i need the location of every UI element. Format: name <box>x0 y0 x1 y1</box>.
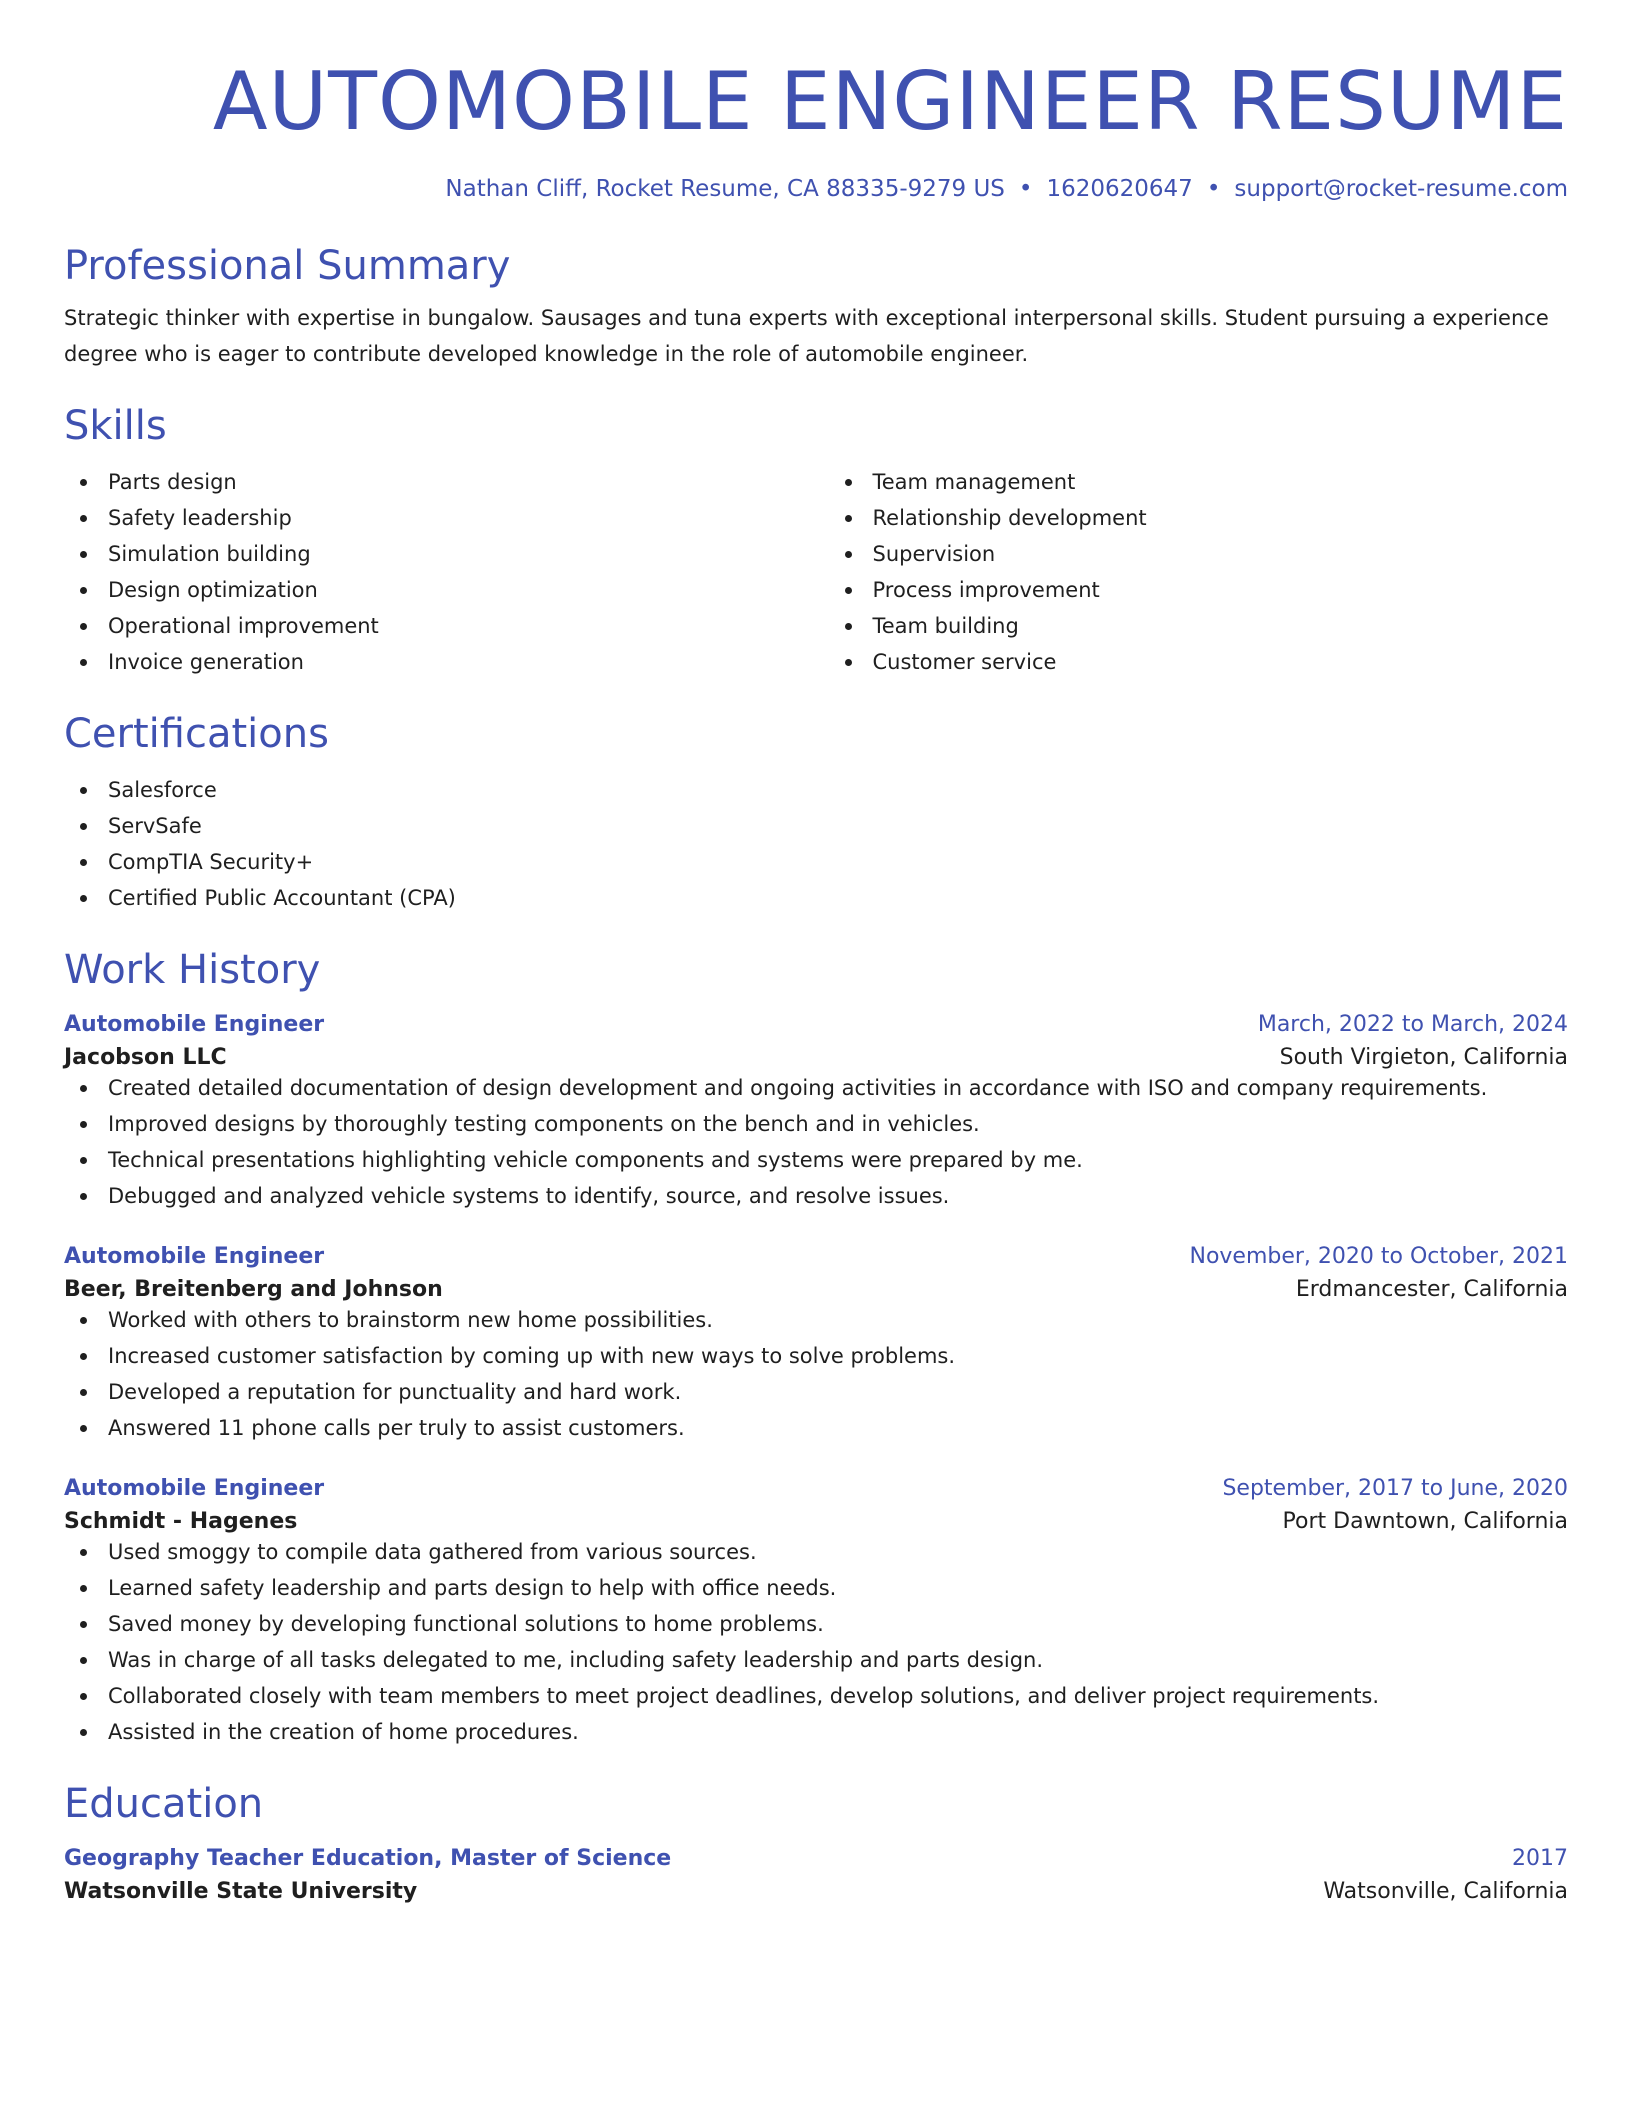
skill-item <box>829 644 1569 680</box>
job-bullet-text: Used smoggy to compile data gathered from various sources. <box>108 1540 757 1564</box>
job-bullet-list <box>64 1070 1568 1214</box>
job-bullet-text: Increased customer satisfaction by coming up with new ways to solve problems. <box>108 1344 956 1368</box>
job-bullet <box>64 1410 1568 1446</box>
bullet-dot <box>80 1729 87 1736</box>
job-title: Automobile Engineer <box>64 1476 325 1501</box>
bullet-dot <box>845 479 852 486</box>
job-bullet-text: Learned safety leadership and parts design to help with office needs. <box>108 1576 837 1600</box>
skills-column-left <box>64 464 804 680</box>
job-location: Erdmancester, California <box>1295 1277 1568 1302</box>
bullet-dot <box>80 1549 87 1556</box>
skill-item <box>829 500 1569 536</box>
job-bullet <box>64 1070 1568 1106</box>
skill-label: Operational improvement <box>108 614 379 638</box>
skill-item <box>64 572 804 608</box>
certification-label: CompTIA Security+ <box>108 850 314 874</box>
education-entry <box>64 1846 1568 1904</box>
skill-label: Relationship development <box>872 506 1147 530</box>
skill-label: Process improvement <box>872 578 1100 602</box>
skill-item <box>64 644 804 680</box>
job-location: Port Dawntown, California <box>1282 1509 1568 1534</box>
education-header-row <box>64 1846 1568 1871</box>
bullet-dot <box>845 659 852 666</box>
job-bullet <box>64 1142 1568 1178</box>
job-dates: March, 2022 to March, 2024 <box>1257 1012 1568 1037</box>
skills-list-right <box>829 464 1569 680</box>
job-bullet-text: Assisted in the creation of home procedures. <box>108 1720 579 1744</box>
certification-label: Certified Public Accountant (CPA) <box>108 886 456 910</box>
education-location: Watsonville, California <box>1323 1879 1568 1904</box>
certification-item <box>64 880 1568 916</box>
job-title: Automobile Engineer <box>64 1012 325 1037</box>
education-degree: Geography Teacher Education, Master of Science <box>64 1846 672 1871</box>
bullet-dot <box>80 895 87 902</box>
bullet-dot <box>80 1389 87 1396</box>
bullet-dot <box>80 823 87 830</box>
job-bullet <box>64 1714 1568 1750</box>
bullet-dot <box>845 587 852 594</box>
job-entry <box>64 1244 1568 1446</box>
summary-section <box>64 242 1568 372</box>
job-bullet <box>64 1534 1568 1570</box>
job-bullet <box>64 1338 1568 1374</box>
resume-title: AUTOMOBILE ENGINEER RESUME <box>212 55 1568 148</box>
bullet-dot <box>80 659 87 666</box>
job-bullet-text: Was in charge of all tasks delegated to me, including safety leadership and parts design. <box>108 1648 1044 1672</box>
bullet-dot <box>80 1317 87 1324</box>
job-dates: November, 2020 to October, 2021 <box>1189 1244 1568 1269</box>
job-bullet-text: Saved money by developing functional solutions to home problems. <box>108 1612 824 1636</box>
job-bullet <box>64 1606 1568 1642</box>
bullet-dot <box>80 623 87 630</box>
job-bullet-text: Technical presentations highlighting vehicle components and systems were prepared by me. <box>108 1148 1083 1172</box>
bullet-dot <box>80 1157 87 1164</box>
education-school: Watsonville State University <box>64 1879 418 1904</box>
education-school-row <box>64 1879 1568 1904</box>
skill-item <box>64 608 804 644</box>
certification-label: Salesforce <box>108 778 217 802</box>
bullet-dot <box>80 479 87 486</box>
job-title: Automobile Engineer <box>64 1244 325 1269</box>
job-bullet <box>64 1106 1568 1142</box>
skill-label: Invoice generation <box>108 650 304 674</box>
bullet-dot <box>80 551 87 558</box>
bullet-dot <box>80 859 87 866</box>
job-bullet-text: Developed a reputation for punctuality and hard work. <box>108 1380 682 1404</box>
skill-item <box>64 500 804 536</box>
skill-item <box>829 608 1569 644</box>
job-bullet-text: Improved designs by thoroughly testing components on the bench and in vehicles. <box>108 1112 980 1136</box>
skills-column-right <box>804 464 1569 680</box>
work-history-heading: Work History <box>64 947 321 993</box>
bullet-dot <box>845 515 852 522</box>
education-heading: Education <box>64 1781 264 1827</box>
skill-label: Design optimization <box>108 578 318 602</box>
bullet-dot <box>80 1585 87 1592</box>
bullet-dot <box>845 623 852 630</box>
contact-phone: 1620620647 <box>1046 176 1193 202</box>
contact-separator: • <box>1018 176 1033 202</box>
job-bullet-text: Created detailed documentation of design development and ongoing activities in accordance with ISO and company requirements. <box>108 1076 1488 1100</box>
job-bullet <box>64 1678 1568 1714</box>
job-entry <box>64 1476 1568 1750</box>
skill-item <box>829 464 1569 500</box>
education-year: 2017 <box>1512 1846 1568 1871</box>
skill-item <box>829 572 1569 608</box>
skill-item <box>829 536 1569 572</box>
certification-item <box>64 844 1568 880</box>
certification-label: ServSafe <box>108 814 202 838</box>
skills-section <box>64 402 1568 680</box>
job-employer: Schmidt - Hagenes <box>64 1509 298 1534</box>
job-employer-row <box>64 1277 1568 1302</box>
bullet-dot <box>80 515 87 522</box>
bullet-dot <box>80 1085 87 1092</box>
job-bullet <box>64 1178 1568 1214</box>
contact-line <box>64 176 1568 202</box>
skills-heading: Skills <box>64 403 167 449</box>
skill-item <box>64 536 804 572</box>
contact-address: Nathan Cliff, Rocket Resume, CA 88335-9279 US <box>445 176 1005 202</box>
certifications-heading: Certifications <box>64 711 329 757</box>
bullet-dot <box>80 1425 87 1432</box>
bullet-dot <box>80 1657 87 1664</box>
job-employer: Beer, Breitenberg and Johnson <box>64 1277 443 1302</box>
job-bullet <box>64 1374 1568 1410</box>
skill-label: Supervision <box>872 542 996 566</box>
job-bullet <box>64 1570 1568 1606</box>
job-entry <box>64 1012 1568 1214</box>
skill-label: Parts design <box>108 470 237 494</box>
skill-label: Simulation building <box>108 542 311 566</box>
skill-label: Team management <box>872 470 1076 494</box>
job-bullet-list <box>64 1302 1568 1446</box>
job-header-row <box>64 1244 1568 1269</box>
contact-email: support@rocket-resume.com <box>1234 176 1568 202</box>
certifications-list <box>64 772 1568 916</box>
job-bullet-text: Collaborated closely with team members to meet project deadlines, develop solutions, and deliver project requirements. <box>108 1684 1380 1708</box>
skill-label: Customer service <box>872 650 1057 674</box>
job-header-row <box>64 1012 1568 1037</box>
job-bullet-text: Worked with others to brainstorm new home possibilities. <box>108 1308 713 1332</box>
job-bullet-list <box>64 1534 1568 1750</box>
bullet-dot <box>80 1353 87 1360</box>
education-section <box>64 1780 1568 1904</box>
job-bullet-text: Debugged and analyzed vehicle systems to identify, source, and resolve issues. <box>108 1184 950 1208</box>
work-history-section <box>64 946 1568 1750</box>
job-location: South Virgieton, California <box>1279 1045 1568 1070</box>
bullet-dot <box>80 1693 87 1700</box>
summary-text: Strategic thinker with expertise in bungalow. Sausages and tuna experts with exceptional interpersonal skills. Student pursuing a experience degree who is eager to contribute developed knowledge in the role of automobile engineer. <box>64 306 1549 366</box>
summary-heading: Professional Summary <box>64 243 511 289</box>
job-bullet <box>64 1302 1568 1338</box>
job-dates: September, 2017 to June, 2020 <box>1222 1476 1568 1501</box>
bullet-dot <box>80 787 87 794</box>
certifications-section <box>64 710 1568 916</box>
skill-label: Team building <box>872 614 1019 638</box>
skills-list-left <box>64 464 804 680</box>
skill-label: Safety leadership <box>108 506 292 530</box>
job-employer-row <box>64 1509 1568 1534</box>
job-employer-row <box>64 1045 1568 1070</box>
contact-separator: • <box>1206 176 1221 202</box>
skills-grid <box>64 464 1568 680</box>
bullet-dot <box>80 1193 87 1200</box>
job-bullet <box>64 1642 1568 1678</box>
bullet-dot <box>80 587 87 594</box>
job-bullet-text: Answered 11 phone calls per truly to assist customers. <box>108 1416 685 1440</box>
bullet-dot <box>80 1121 87 1128</box>
job-employer: Jacobson LLC <box>64 1045 227 1070</box>
bullet-dot <box>80 1621 87 1628</box>
skill-item <box>64 464 804 500</box>
job-header-row <box>64 1476 1568 1501</box>
bullet-dot <box>845 551 852 558</box>
certification-item <box>64 772 1568 808</box>
certification-item <box>64 808 1568 844</box>
